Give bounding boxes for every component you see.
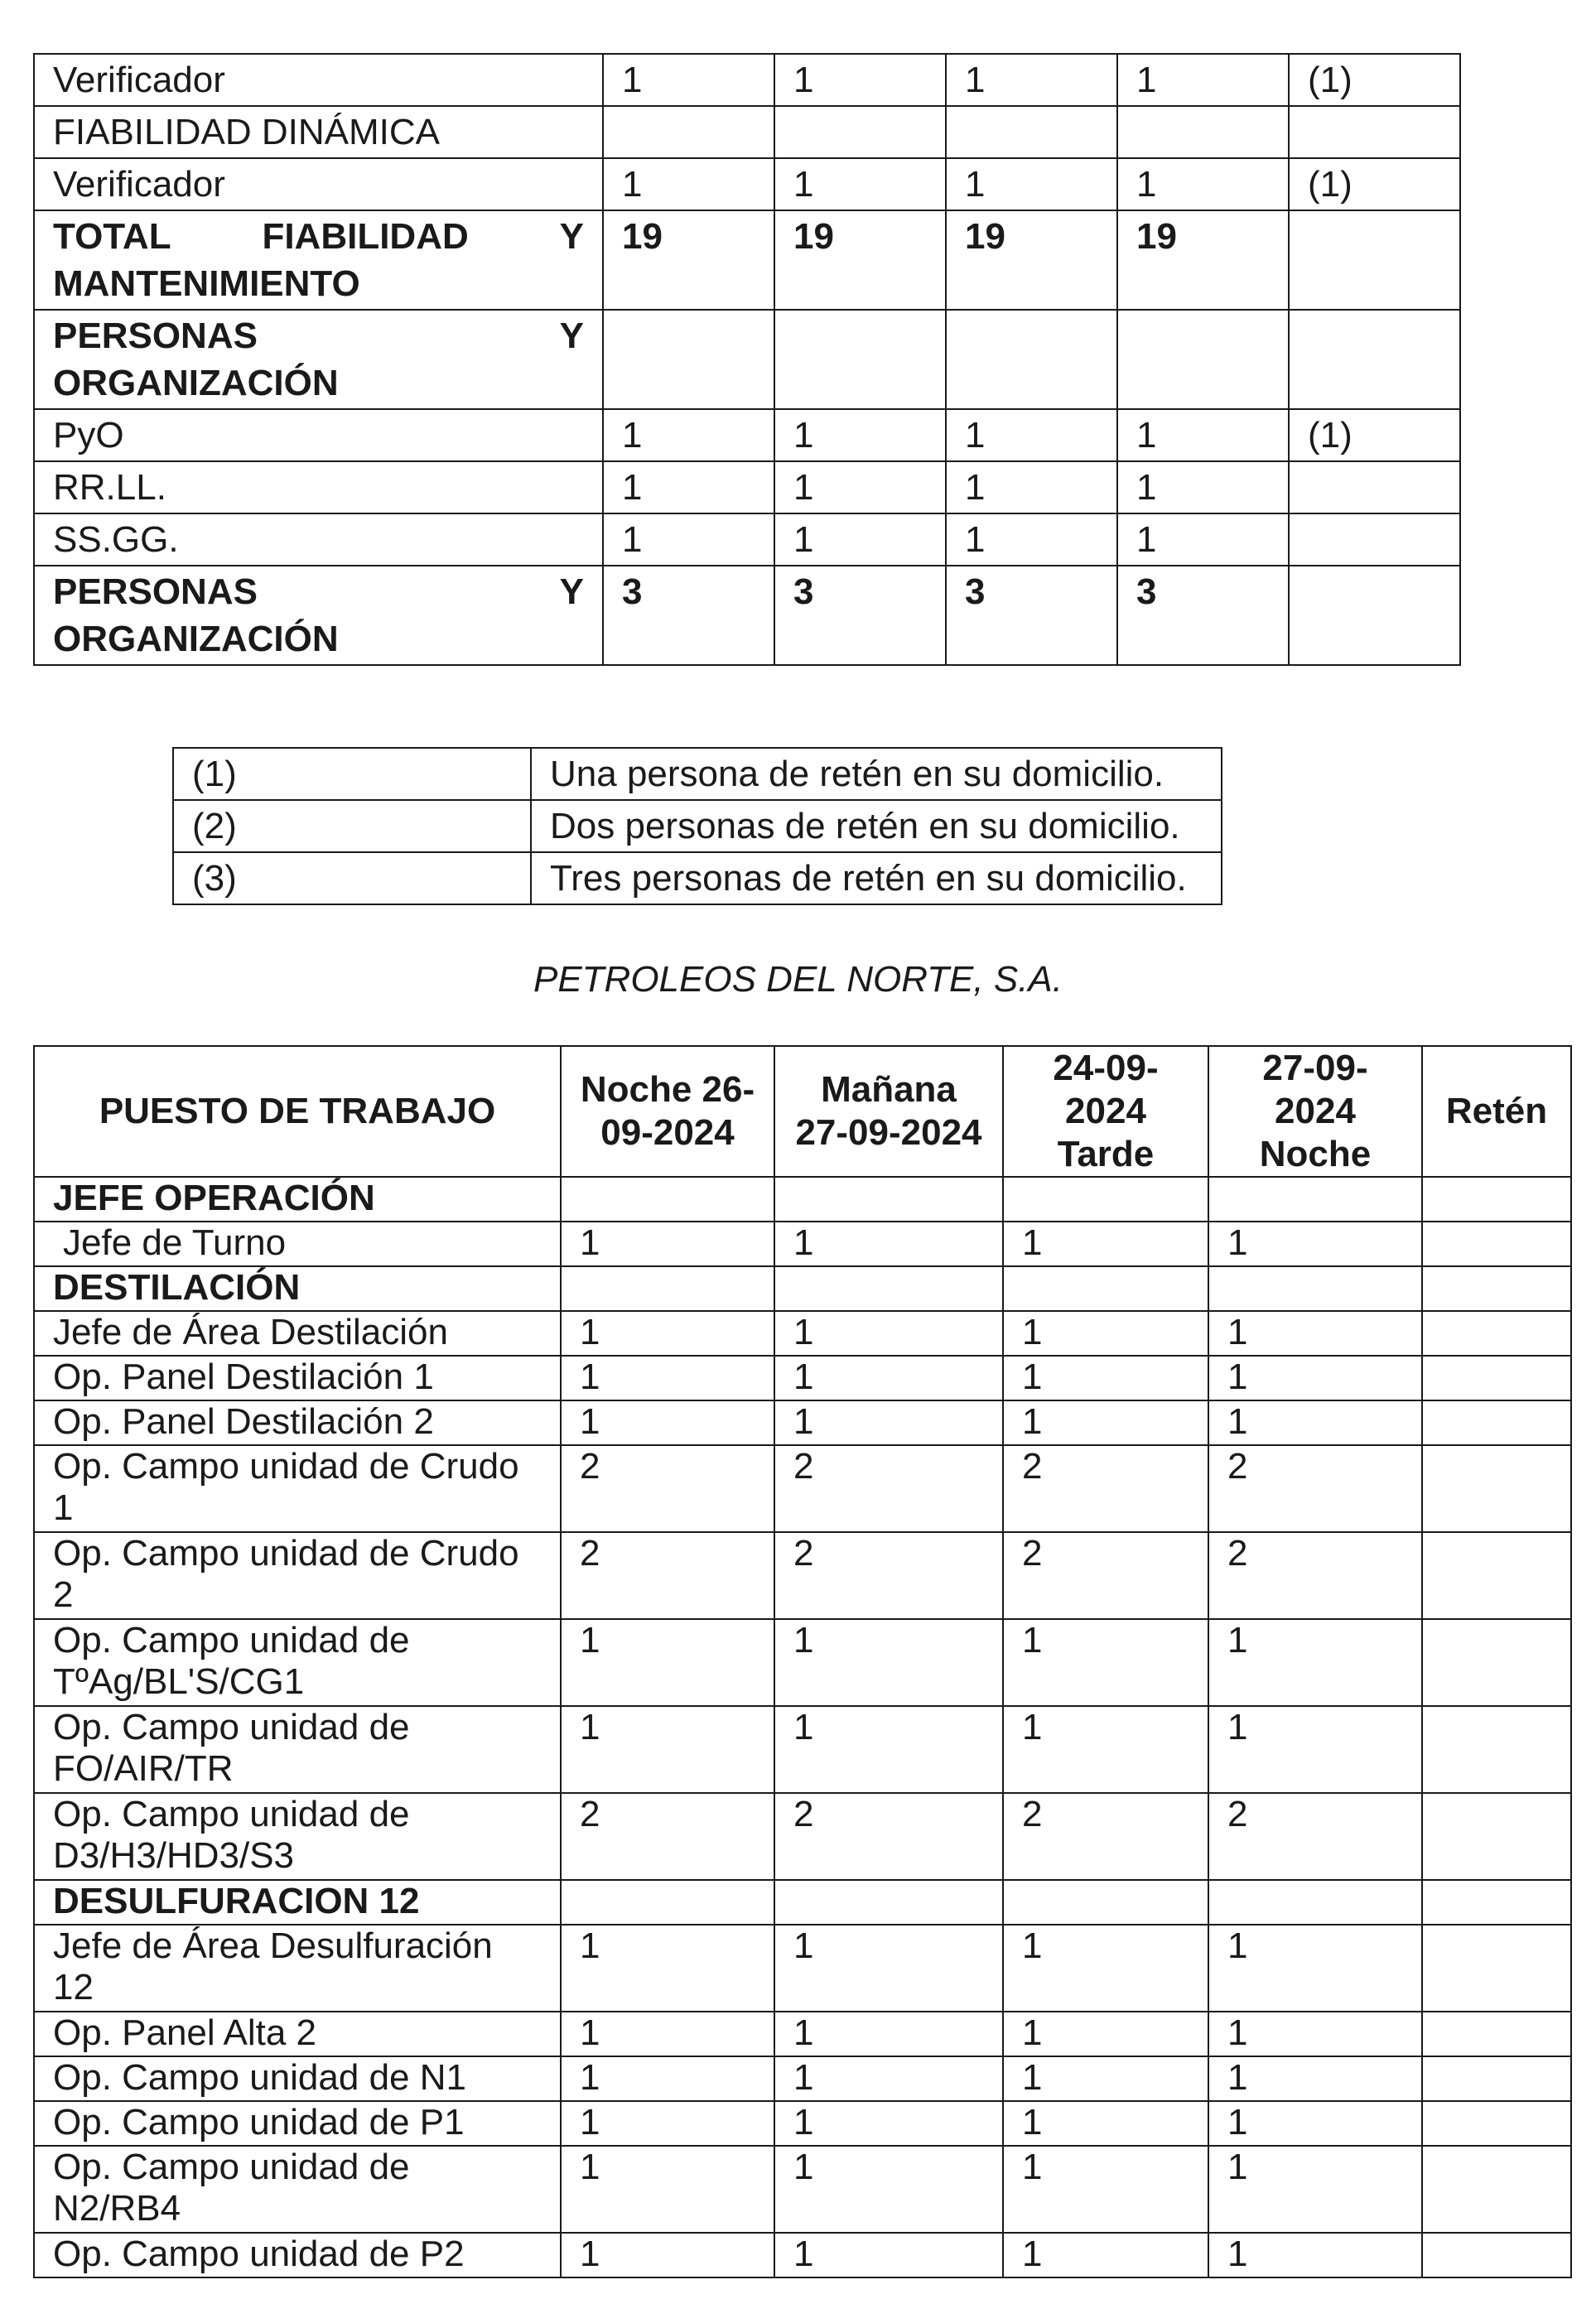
value-cell (1422, 2012, 1571, 2056)
value-cell (774, 1880, 1003, 1925)
value-cell: 1 (1208, 1925, 1422, 2012)
row-label: Op. Campo unidad de N1 (34, 2056, 561, 2101)
value-cell (1289, 513, 1460, 566)
value-cell: 1 (774, 2146, 1003, 2233)
value-cell (1422, 1445, 1571, 1532)
value-cell (1208, 1266, 1422, 1311)
table-row (34, 1706, 1571, 1793)
row-label: Jefe de Turno (34, 1222, 561, 1266)
value-cell: 1 (561, 1400, 774, 1445)
row-label-word: TOTAL (53, 216, 171, 257)
value-cell (1422, 2233, 1571, 2277)
value-cell: 1 (1117, 409, 1289, 461)
value-cell (1422, 2146, 1571, 2233)
value-cell: 2 (774, 1445, 1003, 1532)
table-row (34, 461, 1460, 513)
value-cell: 2 (561, 1532, 774, 1619)
value-cell: 2 (774, 1532, 1003, 1619)
table-row (34, 54, 1460, 106)
value-cell: 1 (1003, 2012, 1208, 2056)
table-row (34, 1925, 1571, 2012)
value-cell: 1 (1208, 1619, 1422, 1706)
note-code: (3) (173, 852, 531, 904)
value-cell: 1 (1117, 461, 1289, 513)
value-cell: 1 (603, 158, 774, 210)
value-cell: (1) (1289, 409, 1460, 461)
table-row (34, 1532, 1571, 1619)
value-cell: 1 (774, 1356, 1003, 1400)
value-cell: 1 (946, 54, 1117, 106)
value-cell: 1 (1003, 1311, 1208, 1356)
note-text: Tres personas de retén en su domicilio. (531, 852, 1222, 904)
row-label: SS.GG. (34, 513, 603, 566)
row-label: Op. Campo unidad de FO/AIR/TR (34, 1706, 561, 1793)
row-label: Verificador (34, 54, 603, 106)
table-row (34, 1356, 1571, 1400)
value-cell (774, 1177, 1003, 1222)
staffing-table-top-body (34, 54, 1460, 665)
notes-table (172, 747, 1222, 905)
table-row (34, 1311, 1571, 1356)
value-cell: 2 (1003, 1793, 1208, 1880)
note-text: Una persona de retén en su domicilio. (531, 748, 1222, 800)
row-label-line2: ORGANIZACIÓN (53, 363, 339, 403)
section-label: DESTILACIÓN (34, 1266, 561, 1311)
value-cell: 1 (1117, 158, 1289, 210)
row-label: Op. Campo unidad de N2/RB4 (34, 2146, 561, 2233)
value-cell: 1 (1208, 1400, 1422, 1445)
value-cell: 1 (1208, 2012, 1422, 2056)
value-cell: 3 (774, 566, 946, 665)
value-cell: 2 (561, 1793, 774, 1880)
row-label: Op. Campo unidad de P2 (34, 2233, 561, 2277)
value-cell: 19 (946, 210, 1117, 310)
value-cell: 1 (1117, 513, 1289, 566)
row-label: Op. Panel Destilación 2 (34, 1400, 561, 1445)
shift-staffing-table (33, 1045, 1572, 2278)
value-cell: 1 (774, 2056, 1003, 2101)
value-cell: 1 (561, 1619, 774, 1706)
value-cell (1003, 1880, 1208, 1925)
table-row (34, 1793, 1571, 1880)
value-cell (1422, 1311, 1571, 1356)
row-label: Op. Campo unidad de TºAg/BL'S/CG1 (34, 1619, 561, 1706)
table-row (34, 1400, 1571, 1445)
value-cell: 3 (1117, 566, 1289, 665)
value-cell (1422, 1793, 1571, 1880)
row-label: Op. Panel Alta 2 (34, 2012, 561, 2056)
value-cell (1289, 310, 1460, 409)
table-row (34, 2012, 1571, 2056)
table-row (34, 2101, 1571, 2146)
value-cell: 19 (1117, 210, 1289, 310)
row-label: Op. Campo unidad de Crudo 2 (34, 1532, 561, 1619)
row-label: Verificador (34, 158, 603, 210)
value-cell: 1 (774, 1222, 1003, 1266)
value-cell (946, 310, 1117, 409)
value-cell: 2 (561, 1445, 774, 1532)
value-cell: 1 (1003, 1356, 1208, 1400)
value-cell: 2 (1208, 1532, 1422, 1619)
table-row (34, 158, 1460, 210)
value-cell: 1 (1003, 1222, 1208, 1266)
section-row (34, 1266, 1571, 1311)
row-label-word: Y (559, 216, 584, 257)
value-cell: (1) (1289, 158, 1460, 210)
table-row (34, 210, 1460, 310)
row-label-line2: MANTENIMIENTO (53, 263, 360, 304)
value-cell (1422, 1880, 1571, 1925)
section-label: JEFE OPERACIÓN (34, 1177, 561, 1222)
value-cell: 19 (774, 210, 946, 310)
value-cell: 1 (561, 1311, 774, 1356)
value-cell: 1 (561, 1222, 774, 1266)
value-cell (1422, 1400, 1571, 1445)
value-cell: 1 (774, 1925, 1003, 2012)
value-cell: (1) (1289, 54, 1460, 106)
value-cell: 3 (946, 566, 1117, 665)
value-cell: 1 (774, 1619, 1003, 1706)
row-label-word: Y (559, 316, 584, 356)
value-cell: 1 (1003, 2101, 1208, 2146)
value-cell (1422, 2101, 1571, 2146)
column-header: Mañana 27-09-2024 (774, 1046, 1003, 1177)
value-cell: 1 (774, 1400, 1003, 1445)
value-cell: 1 (561, 2233, 774, 2277)
value-cell: 1 (561, 2146, 774, 2233)
column-header: 24-09- 2024 Tarde (1003, 1046, 1208, 1177)
table-row (34, 106, 1460, 158)
row-label: Op. Panel Destilación 1 (34, 1356, 561, 1400)
shift-staffing-table-header (34, 1046, 1571, 1177)
value-cell: 1 (561, 1356, 774, 1400)
row-label-word: Y (559, 571, 584, 612)
value-cell (1289, 566, 1460, 665)
value-cell: 1 (561, 2056, 774, 2101)
staffing-table-top (33, 53, 1461, 666)
note-row (173, 800, 1222, 852)
value-cell: 1 (1003, 1706, 1208, 1793)
value-cell: 3 (603, 566, 774, 665)
row-label: Jefe de Área Desulfuración 12 (34, 1925, 561, 2012)
value-cell: 1 (603, 54, 774, 106)
value-cell: 1 (774, 2233, 1003, 2277)
value-cell (1208, 1880, 1422, 1925)
value-cell (603, 106, 774, 158)
row-label: FIABILIDAD DINÁMICA (34, 106, 603, 158)
table-row (34, 2233, 1571, 2277)
row-label (34, 210, 603, 310)
value-cell (1289, 461, 1460, 513)
row-label: Op. Campo unidad de D3/H3/HD3/S3 (34, 1793, 561, 1880)
value-cell: 1 (774, 54, 946, 106)
notes-table-body (173, 748, 1222, 904)
value-cell: 2 (1208, 1793, 1422, 1880)
row-label: RR.LL. (34, 461, 603, 513)
value-cell: 1 (1003, 2146, 1208, 2233)
value-cell: 1 (1208, 1222, 1422, 1266)
value-cell: 1 (1208, 2056, 1422, 2101)
note-row (173, 852, 1222, 904)
value-cell: 1 (1208, 1706, 1422, 1793)
value-cell: 1 (561, 2012, 774, 2056)
value-cell: 1 (946, 409, 1117, 461)
row-label-word: PERSONAS (53, 316, 258, 356)
value-cell (1117, 310, 1289, 409)
value-cell (1422, 1619, 1571, 1706)
table-row (34, 1619, 1571, 1706)
value-cell: 1 (1003, 1925, 1208, 2012)
note-row (173, 748, 1222, 800)
value-cell (1289, 106, 1460, 158)
row-label: Op. Campo unidad de P1 (34, 2101, 561, 2146)
column-header: Retén (1422, 1046, 1571, 1177)
value-cell (1422, 1222, 1571, 1266)
value-cell: 1 (561, 1925, 774, 2012)
column-header: PUESTO DE TRABAJO (34, 1046, 561, 1177)
shift-staffing-table-body (34, 1177, 1571, 2277)
value-cell (603, 310, 774, 409)
value-cell: 1 (946, 513, 1117, 566)
row-label (34, 310, 603, 409)
value-cell: 1 (1208, 2233, 1422, 2277)
value-cell: 1 (1208, 2101, 1422, 2146)
value-cell: 2 (1208, 1445, 1422, 1532)
value-cell (1422, 1532, 1571, 1619)
value-cell (1289, 210, 1460, 310)
row-label-word: FIABILIDAD (262, 216, 469, 257)
value-cell: 1 (774, 1706, 1003, 1793)
note-code: (2) (173, 800, 531, 852)
value-cell (774, 1266, 1003, 1311)
value-cell (561, 1177, 774, 1222)
section-row (34, 1177, 1571, 1222)
row-label: PyO (34, 409, 603, 461)
value-cell: 1 (1208, 1356, 1422, 1400)
row-label (34, 566, 603, 665)
value-cell: 1 (603, 409, 774, 461)
value-cell: 1 (774, 409, 946, 461)
value-cell (946, 106, 1117, 158)
value-cell (1117, 106, 1289, 158)
table-row (34, 513, 1460, 566)
value-cell (1422, 1925, 1571, 2012)
value-cell: 2 (774, 1793, 1003, 1880)
value-cell: 1 (1003, 1400, 1208, 1445)
note-text: Dos personas de retén en su domicilio. (531, 800, 1222, 852)
value-cell: 1 (1208, 1311, 1422, 1356)
value-cell: 1 (774, 513, 946, 566)
row-label-line1 (53, 312, 584, 359)
header-row (34, 1046, 1571, 1177)
value-cell (1422, 1177, 1571, 1222)
value-cell: 1 (946, 461, 1117, 513)
column-header: Noche 26- 09-2024 (561, 1046, 774, 1177)
value-cell (1422, 2056, 1571, 2101)
value-cell: 2 (1003, 1532, 1208, 1619)
table-row (34, 2146, 1571, 2233)
value-cell (1422, 1356, 1571, 1400)
table-row (34, 566, 1460, 665)
value-cell: 1 (561, 2101, 774, 2146)
value-cell: 1 (603, 461, 774, 513)
value-cell (561, 1266, 774, 1311)
note-code: (1) (173, 748, 531, 800)
row-label-word: PERSONAS (53, 571, 258, 612)
table-row (34, 2056, 1571, 2101)
value-cell: 1 (1117, 54, 1289, 106)
value-cell: 1 (774, 461, 946, 513)
value-cell: 1 (561, 1706, 774, 1793)
value-cell (774, 106, 946, 158)
value-cell (1422, 1266, 1571, 1311)
row-label-line1 (53, 213, 584, 260)
value-cell: 1 (1003, 2056, 1208, 2101)
row-label-line2: ORGANIZACIÓN (53, 619, 339, 659)
value-cell: 1 (1208, 2146, 1422, 2233)
row-label-line1 (53, 568, 584, 615)
table-row (34, 310, 1460, 409)
value-cell: 1 (603, 513, 774, 566)
value-cell (1003, 1177, 1208, 1222)
table-row (34, 1222, 1571, 1266)
value-cell: 1 (1003, 2233, 1208, 2277)
value-cell: 1 (774, 158, 946, 210)
section-row (34, 1880, 1571, 1925)
column-header: 27-09- 2024 Noche (1208, 1046, 1422, 1177)
row-label: Jefe de Área Destilación (34, 1311, 561, 1356)
value-cell (774, 310, 946, 409)
table-row (34, 1445, 1571, 1532)
row-label: Op. Campo unidad de Crudo 1 (34, 1445, 561, 1532)
value-cell: 1 (1003, 1619, 1208, 1706)
value-cell: 1 (946, 158, 1117, 210)
value-cell: 1 (774, 2012, 1003, 2056)
company-name: PETROLEOS DEL NORTE, S.A. (533, 959, 1063, 1000)
table-row (34, 409, 1460, 461)
value-cell (1422, 1706, 1571, 1793)
value-cell (1208, 1177, 1422, 1222)
value-cell: 2 (1003, 1445, 1208, 1532)
value-cell (1003, 1266, 1208, 1311)
value-cell (561, 1880, 774, 1925)
value-cell: 19 (603, 210, 774, 310)
value-cell: 1 (774, 1311, 1003, 1356)
section-label: DESULFURACION 12 (34, 1880, 561, 1925)
value-cell: 1 (774, 2101, 1003, 2146)
